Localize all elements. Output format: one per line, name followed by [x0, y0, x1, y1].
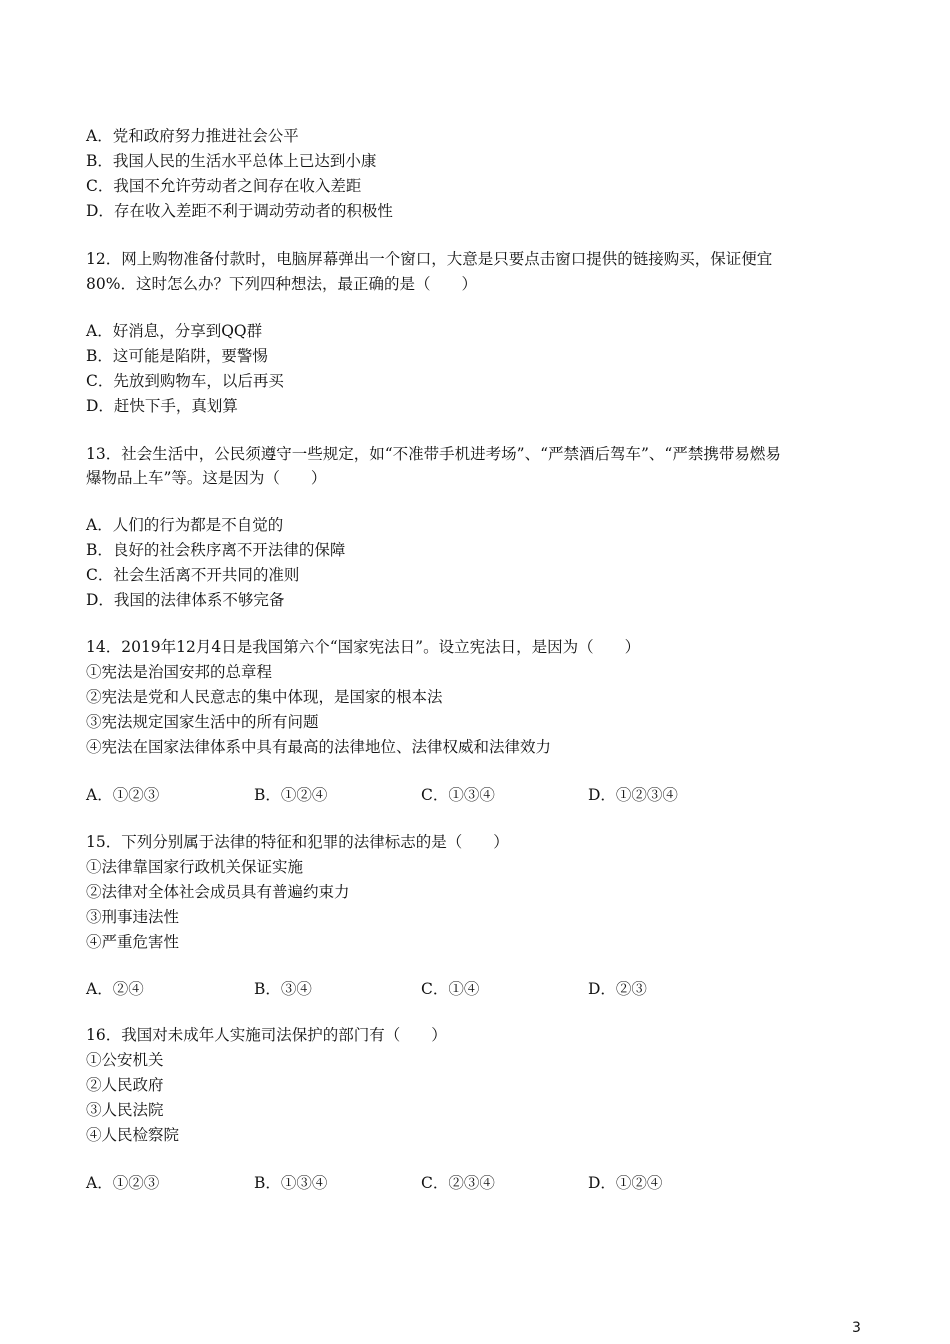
q13-stem-line2: 爆物品上车”等。这是因为（ ）: [86, 469, 327, 487]
q12-option-d: D．赶快下手，真划算: [86, 397, 238, 415]
q11-option-c: C．我国不允许劳动者之间存在收入差距: [86, 177, 362, 195]
q12-stem-line2: 80%．这时怎么办？下列四种想法，最正确的是（ ）: [86, 275, 477, 293]
q16-item-4: ④人民检察院: [86, 1126, 180, 1144]
q16-choice-a: A．①②③: [86, 1174, 160, 1192]
q14-choice-a: A．①②③: [86, 786, 160, 804]
q15-item-4: ④严重危害性: [86, 933, 180, 951]
q13-option-d: D．我国的法律体系不够完备: [86, 591, 285, 609]
q14-choice-d: D．①②③④: [588, 786, 678, 804]
q15-stem: 15．下列分别属于法律的特征和犯罪的法律标志的是（ ）: [86, 833, 509, 851]
q15-item-3: ③刑事违法性: [86, 908, 180, 926]
q16-stem: 16．我国对未成年人实施司法保护的部门有（ ）: [86, 1026, 447, 1044]
q13-option-c: C．社会生活离不开共同的准则: [86, 566, 300, 584]
q16-item-3: ③人民法院: [86, 1101, 164, 1119]
q15-item-2: ②法律对全体社会成员具有普遍约束力: [86, 883, 350, 901]
q14-item-1: ①宪法是治国安邦的总章程: [86, 663, 273, 681]
q14-choice-c: C．①③④: [421, 786, 495, 804]
q14-item-2: ②宪法是党和人民意志的集中体现，是国家的根本法: [86, 688, 443, 706]
q12-stem-line1: 12．网上购物准备付款时，电脑屏幕弹出一个窗口，大意是只要点击窗口提供的链接购买，保证便宜: [86, 250, 773, 268]
q15-item-1: ①法律靠国家行政机关保证实施: [86, 858, 304, 876]
q14-item-4: ④宪法在国家法律体系中具有最高的法律地位、法律权威和法律效力: [86, 738, 552, 756]
q14-stem: 14．2019年12月4日是我国第六个“国家宪法日”。设立宪法日，是因为（ ）: [86, 638, 641, 656]
q15-choice-c: C．①④: [421, 980, 480, 998]
q15-choice-a: A．②④: [86, 980, 144, 998]
q12-option-b: B．这可能是陷阱，要警惕: [86, 347, 268, 365]
q11-option-b: B．我国人民的生活水平总体上已达到小康: [86, 152, 377, 170]
q16-choice-b: B．①③④: [254, 1174, 328, 1192]
q12-option-a: A．好消息，分享到QQ群: [86, 322, 263, 340]
q15-choice-b: B．③④: [254, 980, 312, 998]
q13-option-a: A．人们的行为都是不自觉的: [86, 516, 284, 534]
q11-option-a: A．党和政府努力推进社会公平: [86, 127, 299, 145]
q11-option-d: D．存在收入差距不利于调动劳动者的积极性: [86, 202, 393, 220]
q14-choice-b: B．①②④: [254, 786, 328, 804]
q16-choice-d: D．①②④: [588, 1174, 663, 1192]
page-number: 3: [852, 1320, 861, 1336]
q12-option-c: C．先放到购物车，以后再买: [86, 372, 284, 390]
q14-item-3: ③宪法规定国家生活中的所有问题: [86, 713, 319, 731]
q16-item-1: ①公安机关: [86, 1051, 164, 1069]
q16-item-2: ②人民政府: [86, 1076, 164, 1094]
q15-choice-d: D．②③: [588, 980, 647, 998]
q13-stem-line1: 13．社会生活中，公民须遵守一些规定，如“不准带手机进考场”、“严禁酒后驾车”、“严禁携带易燃易: [86, 445, 781, 463]
q13-option-b: B．良好的社会秩序离不开法律的保障: [86, 541, 346, 559]
q16-choice-c: C．②③④: [421, 1174, 495, 1192]
